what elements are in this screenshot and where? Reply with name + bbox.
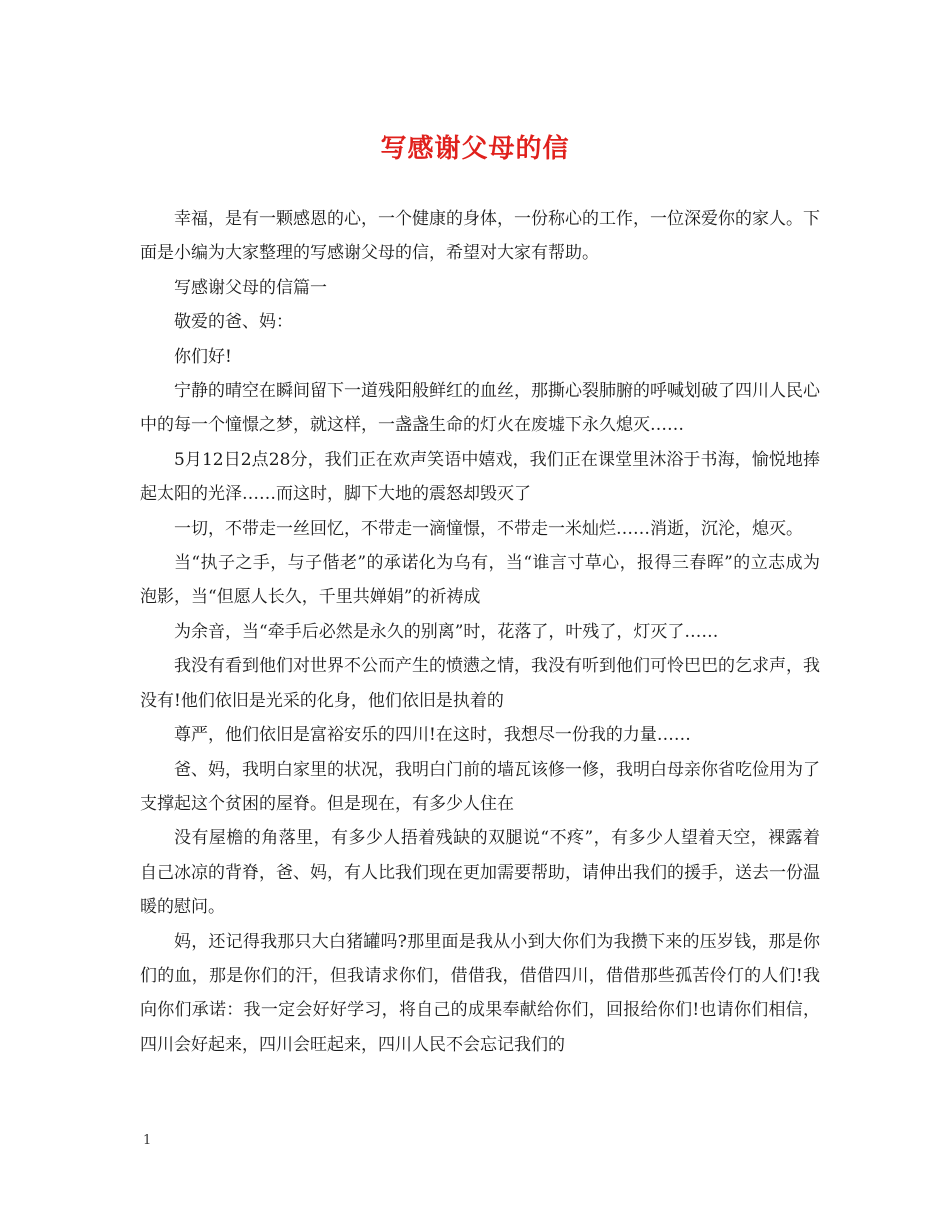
paragraph: 爸、妈，我明白家里的状况，我明白门前的墙瓦该修一修，我明白母亲你省吃俭用为了支撑起这个贫困的屋脊。但是现在，有多少人住在 — [140, 759, 820, 814]
paragraph: 尊严，他们依旧是富裕安乐的四川!在这时，我想尽一份我的力量…… — [174, 725, 691, 746]
page-number: 1 — [143, 1133, 152, 1148]
paragraph: 为余音，当“牵手后必然是永久的别离”时，花落了，叶残了，灯灭了…… — [174, 621, 719, 642]
document-body — [140, 202, 820, 1062]
paragraph: 没有屋檐的角落里，有多少人捂着残缺的双腿说“不疼”，有多少人望着天空，裸露着自己冰凉的背脊，爸、妈，有人比我们现在更加需要帮助，请伸出我们的援手，送去一份温暖的慰问。 — [140, 828, 820, 918]
paragraph: 一切，不带走一丝回忆，不带走一滴憧憬，不带走一米灿烂……消逝，沉沦，熄灭。 — [174, 518, 803, 539]
paragraph-section-heading: 写感谢父母的信篇一 — [174, 277, 327, 298]
paragraph: 我没有看到他们对世界不公而产生的愤懑之情，我没有听到他们可怜巴巴的乞求声，我没有!他们依旧是光采的化身，他们依旧是执着的 — [140, 656, 820, 711]
paragraph: 当“执子之手，与子偕老”的承诺化为乌有，当“谁言寸草心，报得三春晖”的立志成为泡影，当“但愿人长久，千里共婵娟”的祈祷成 — [140, 553, 820, 608]
page-title: 写感谢父母的信 — [380, 134, 570, 164]
paragraph-intro: 幸福，是有一颗感恩的心，一个健康的身体，一份称心的工作，一位深爱你的家人。下面是小编为大家整理的写感谢父母的信，希望对大家有帮助。 — [140, 209, 820, 264]
paragraph: 妈，还记得我那只大白猪罐吗?那里面是我从小到大你们为我攒下来的压岁钱，那是你们的血，那是你们的汗，但我请求你们，借借我，借借四川，借借那些孤苦伶仃的人们!我向你们承诺：我一定会好好学习，将自己的成果奉献给你们，回报给你们!也请你们相信，四川会好起来，四川会旺起来，四川人民不会忘记我们的 — [140, 931, 820, 1055]
paragraph-salutation: 敬爱的爸、妈： — [174, 312, 293, 333]
paragraph-greeting: 你们好! — [174, 346, 232, 367]
paragraph: 宁静的晴空在瞬间留下一道残阳般鲜红的血丝，那撕心裂肺腑的呼喊划破了四川人民心中的每一个憧憬之梦，就这样，一盏盏生命的灯火在废墟下永久熄灭…… — [140, 381, 820, 436]
paragraph: 5月12日2点28分，我们正在欢声笑语中嬉戏，我们正在课堂里沐浴于书海，愉悦地捧起太阳的光泽……而这时，脚下大地的震怒却毁灭了 — [140, 449, 820, 505]
